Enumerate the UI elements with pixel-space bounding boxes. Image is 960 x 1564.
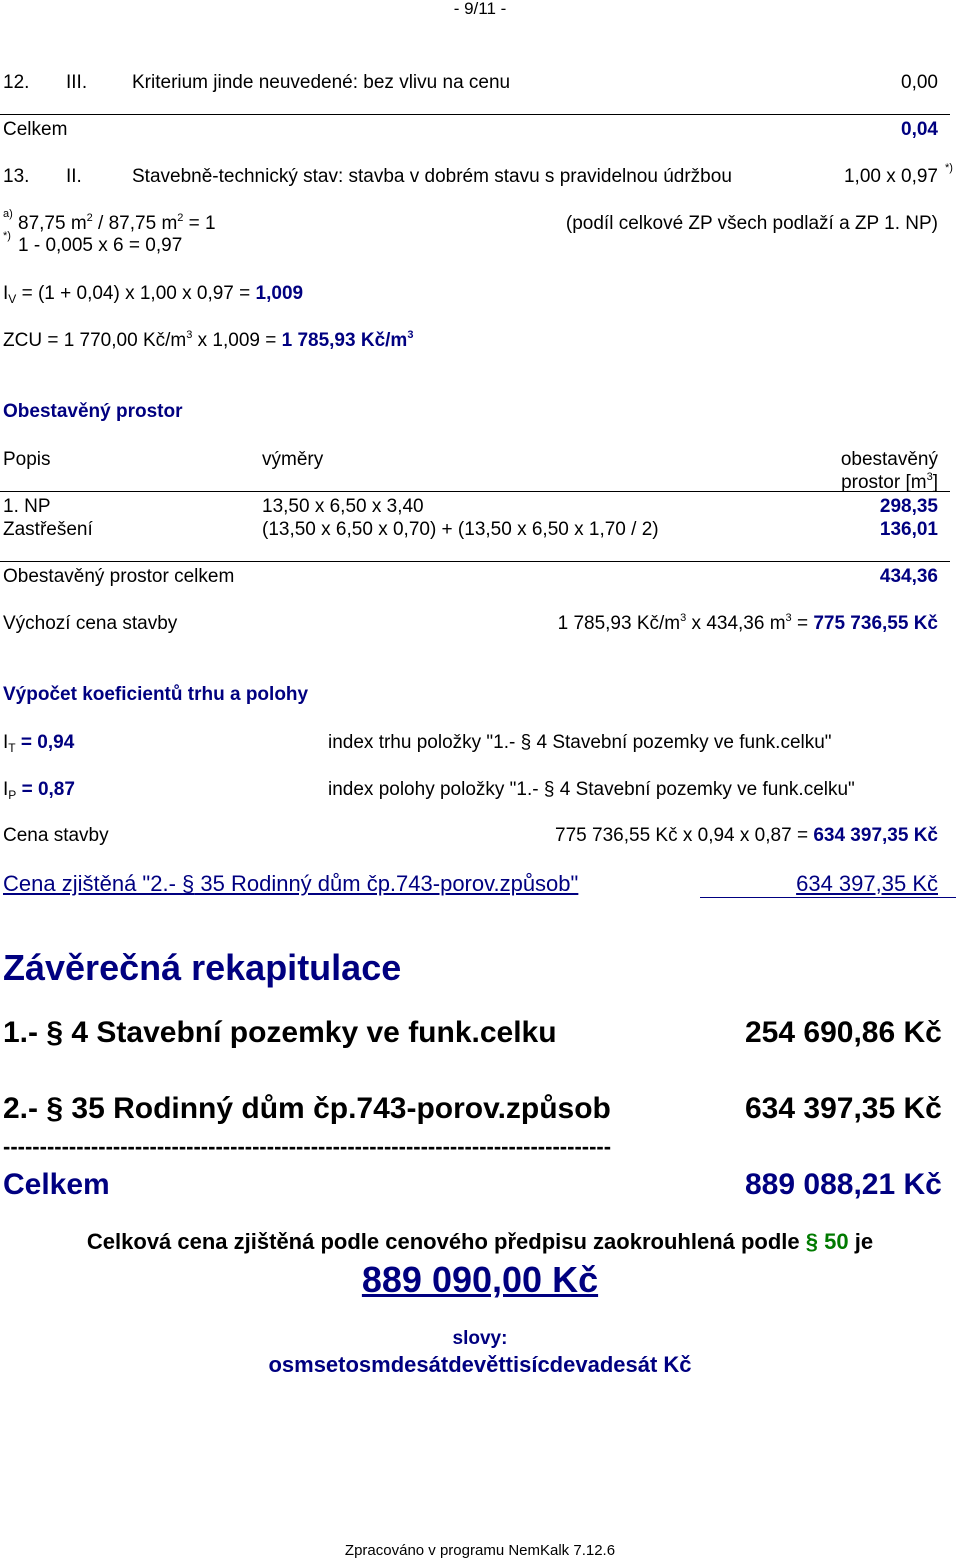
cena-stavby-formula: 775 736,55 Kč x 0,94 x 0,87 = 634 397,35 Kč <box>555 825 938 846</box>
zcu-formula: ZCU = 1 770,00 $Kč/m^3$ x 1,009 = 1 785,93 $Kč/m^3$ <box>3 329 414 351</box>
obestaveny-heading: Obestavěný prostor <box>3 401 183 422</box>
table-row-1-value: 298,35 <box>879 496 938 517</box>
row12-value: 0,00 <box>901 72 938 93</box>
paragraph-icon: § <box>182 871 195 896</box>
iv-formula: $I_V = (1 + 0,04)$ x 1,00 x 0,97 = 1,009 <box>3 283 304 306</box>
col-vymery: výměry <box>262 449 324 470</box>
row13-num: 13. <box>3 166 30 187</box>
final-amount: 889 090,00 Kč <box>361 1259 599 1300</box>
row13-roman: II. <box>66 166 82 187</box>
row12-roman: III. <box>66 72 88 93</box>
divider <box>700 897 956 898</box>
rekap-dashes: ----------------------------------------------------------------------------------- <box>3 1136 612 1158</box>
slovy-label: slovy: <box>452 1328 508 1349</box>
table-row-2-formula: (13,50 x 6,50 x 0,70) + (13,50 x 6,50 x 1,70 / 2) <box>262 519 659 540</box>
it-value: $I_T = 0,94$ <box>3 732 75 755</box>
ip-value: $I_P = 0,87$ <box>3 779 75 802</box>
row12-num: 12. <box>3 72 30 93</box>
divider <box>0 561 950 562</box>
paragraph-icon: § <box>46 1016 64 1049</box>
table-row-1-name: 1. NP <box>3 496 51 517</box>
rekap-item-1-value: 254 690,86 Kč <box>745 1016 942 1049</box>
note-a-formula: 87,75 $m^2 / 87,75$ $m^2 = 1$ <box>18 212 216 234</box>
cena-zjistena-label: Cena zjištěná "2.- § 35 Rodinný dům čp.743-porov.způsob" <box>3 871 579 896</box>
divider <box>0 114 950 115</box>
divider <box>0 491 950 492</box>
vychozi-formula: 1 785,93 $Kč/m^3$ x 434,36 $m^3 = 775$ 736,55 Kč <box>557 612 938 634</box>
table-row-2-value: 136,01 <box>879 519 938 540</box>
rekap-item-2-value: 634 397,35 Kč <box>745 1092 942 1125</box>
vychozi-label: Výchozí cena stavby <box>3 613 178 634</box>
obestaveny-total-label: Obestavěný prostor celkem <box>3 566 235 587</box>
it-text: index trhu položky "1.- § 4 Stavební pozemky ve funk.celku" <box>328 732 832 753</box>
paragraph-icon: § <box>46 1092 64 1125</box>
cena-zjistena-value: 634 397,35 Kč <box>796 871 938 896</box>
col-obestaveny: obestavěný <box>840 449 938 470</box>
paragraph-icon: § <box>805 1229 819 1254</box>
rekap-item-1: 1.- § 4 Stavební pozemky ve funk.celku <box>3 1016 557 1049</box>
row13-mark: *) <box>945 162 953 174</box>
ip-text: index polohy položky "1.- § 4 Stavební pozemky ve funk.celku" <box>328 779 855 800</box>
obestaveny-total-value: 434,36 <box>879 566 938 587</box>
rekap-item-2: 2.- § 35 Rodinný dům čp.743-porov.způsob <box>3 1092 611 1125</box>
table-row-2-name: Zastřešení <box>3 519 93 540</box>
note-star-text: 1 - 0,005 x 6 = 0,97 <box>18 235 183 256</box>
note-star-mark: *) <box>3 230 11 242</box>
rekap-total-label: Celkem <box>3 1168 110 1201</box>
row12-text: Kriterium jinde neuvedené: bez vlivu na cenu <box>132 72 511 93</box>
col-popis: Popis <box>3 449 51 470</box>
koef-heading: Výpočet koeficientů trhu a polohy <box>3 684 309 705</box>
cena-stavby-label: Cena stavby <box>3 825 109 846</box>
slovy-text: osmsetosmdesátdevěttisícdevadesát Kč <box>268 1352 692 1377</box>
celkem-label: Celkem <box>3 119 68 140</box>
page-number: - 9/11 - <box>453 0 507 18</box>
paragraph-icon: § <box>520 732 532 753</box>
paragraph-icon: § <box>543 779 555 800</box>
note-a-text: (podíl celkové ZP všech podlaží a ZP 1. NP) <box>565 213 938 234</box>
celkem-value: 0,04 <box>901 119 938 140</box>
note-a-mark: a) <box>3 208 13 220</box>
row13-value: 1,00 x 0,97 <box>843 166 938 187</box>
rekap-total-value: 889 088,21 Kč <box>745 1168 942 1201</box>
table-row-1-formula: 13,50 x 6,50 x 3,40 <box>262 496 424 517</box>
row13-text: Stavebně-technický stav: stavba v dobrém stavu s pravidelnou údržbou <box>132 166 732 187</box>
final-statement: Celková cena zjištěná podle cenového předpisu zaokrouhlená podle § 50 je <box>86 1229 874 1254</box>
rekap-title: Závěrečná rekapitulace <box>3 947 402 988</box>
footer: Zpracováno v programu NemKalk 7.12.6 <box>344 1542 616 1559</box>
col-prostor: prostor $[m^3]$ <box>841 471 938 493</box>
